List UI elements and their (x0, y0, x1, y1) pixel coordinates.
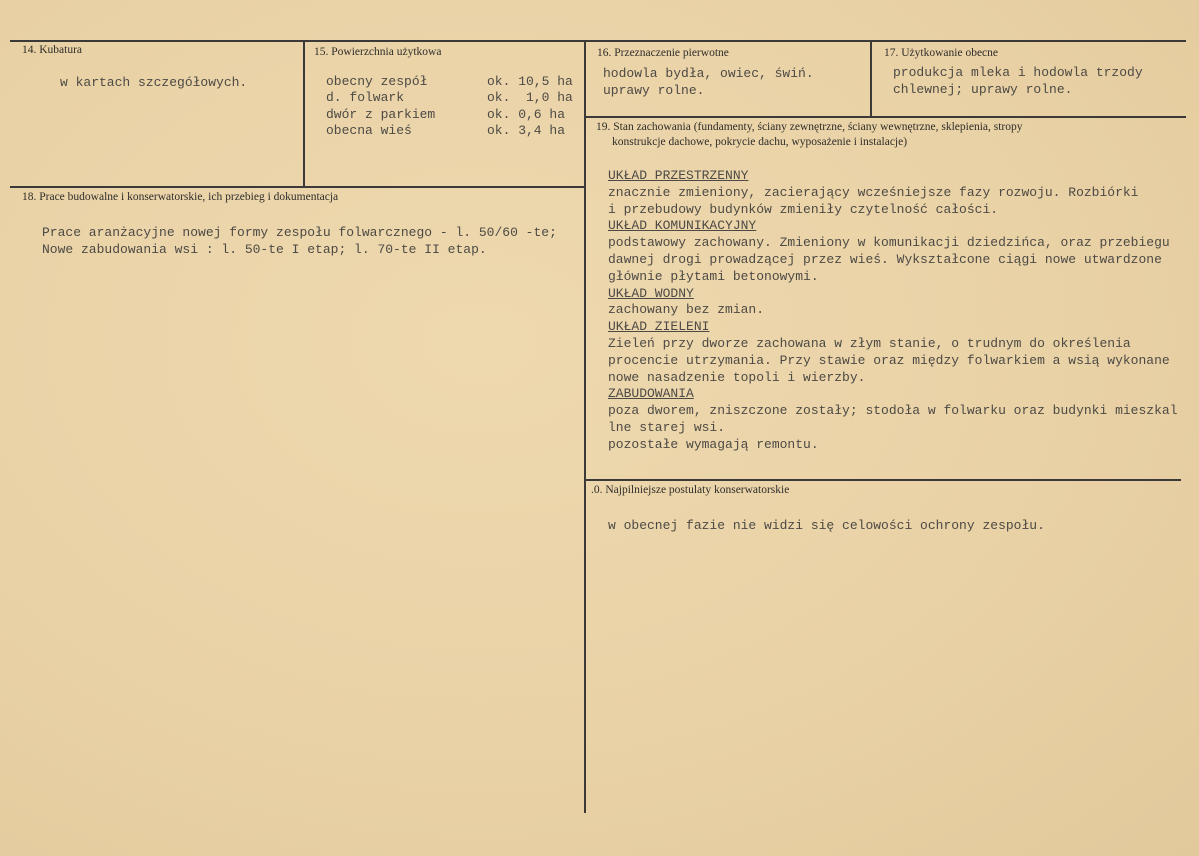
section-17-header: 17. Użytkowanie obecne (884, 47, 999, 59)
area-value-2: ok. 0,6 ha (487, 107, 566, 122)
rule-under-14-15 (10, 186, 585, 188)
section-16-line-0: hodowla bydła, owiec, świń. (603, 66, 814, 81)
section-19-header-cont: konstrukcje dachowe, pokrycie dachu, wyposażenie i instalacje) (612, 136, 908, 148)
subsection-heading: UKŁAD KOMUNIKACYJNY (608, 218, 757, 234)
text-line: procencie utrzymania. Przy stawie oraz między folwarkiem a wsią wykonane (608, 352, 1170, 368)
top-rule (10, 40, 1186, 42)
section-17-line-0: produkcja mleka i hodowla trzody (893, 65, 1143, 80)
section-15-header: 15. Powierzchnia użytkowa (314, 46, 442, 58)
text-line: pozostałe wymagają remontu. (608, 436, 819, 452)
text-line: lne starej wsi. (608, 419, 726, 435)
text-line: i przebudowy budynków zmieniły czytelność całości. (608, 201, 999, 217)
section-14-text: w kartach szczegółowych. (60, 75, 248, 90)
section-18-line-0: Prace aranżacyjne nowej formy zespołu folwarcznego - l. 50/60 -te; (42, 225, 557, 240)
section-16-header: 16. Przeznaczenie pierwotne (597, 47, 729, 59)
subsection-heading: UKŁAD WODNY (608, 285, 694, 301)
text-line: dawnej drogi prowadzącej przez wieś. Wykształcone ciągi nowe utwardzone (608, 251, 1162, 267)
section-14-header: 14. Kubatura (22, 44, 83, 56)
area-value-0: ok. 10,5 ha (487, 74, 573, 89)
text-line: podstawowy zachowany. Zmieniony w komunikacji dziedzińca, oraz przebiegu (608, 235, 1170, 251)
text-line: nowe nasadzenie topoli i wierzby. (608, 369, 866, 385)
section-20-header: .0. Najpilniejsze postulaty konserwatorskie (591, 484, 790, 496)
divider-14-15 (303, 41, 305, 186)
section-19-header: 19. Stan zachowania (fundamenty, ściany zewnętrzne, ściany wewnętrzne, sklepienia, stropy (596, 121, 1023, 133)
section-20-text: w obecnej fazie nie widzi się celowości ochrony zespołu. (608, 518, 1045, 533)
area-label-1: d. folwark (326, 90, 405, 105)
divider-16-17 (870, 42, 872, 116)
area-label-3: obecna wieś (326, 123, 412, 138)
text-line: Zieleń przy dworze zachowana w złym stanie, o trudnym do określenia (608, 335, 1131, 351)
section-16-line-1: uprawy rolne. (603, 83, 705, 98)
text-line: znacznie zmieniony, zacierający wcześniejsze fazy rozwoju. Rozbiórki (608, 184, 1139, 200)
text-line: poza dworem, zniszczone zostały; stodoła w folwarku oraz budynki mieszkal (608, 403, 1178, 419)
section-18-header: 18. Prace budowalne i konserwatorskie, ich przebieg i dokumentacja (22, 191, 339, 203)
subsection-heading: ZABUDOWANIA (608, 386, 694, 402)
area-label-2: dwór z parkiem (326, 107, 436, 122)
section-19-text (608, 168, 1188, 454)
text-line: głównie płytami betonowymi. (608, 268, 819, 284)
subsection-heading: UKŁAD PRZESTRZENNY (608, 168, 749, 183)
rule-under-19 (585, 479, 1181, 481)
rule-under-16-17 (585, 116, 1186, 118)
left-column-divider (584, 41, 586, 813)
subsection-heading: UKŁAD ZIELENI (608, 319, 710, 335)
section-18-line-1: Nowe zabudowania wsi : l. 50-te I etap; l. 70-te II etap. (42, 242, 487, 257)
text-line: zachowany bez zmian. (608, 302, 765, 318)
section-17-line-1: chlewnej; uprawy rolne. (893, 82, 1073, 97)
area-value-3: ok. 3,4 ha (487, 123, 566, 138)
area-value-1: ok. 1,0 ha (487, 90, 573, 105)
area-label-0: obecny zespół (326, 74, 428, 89)
